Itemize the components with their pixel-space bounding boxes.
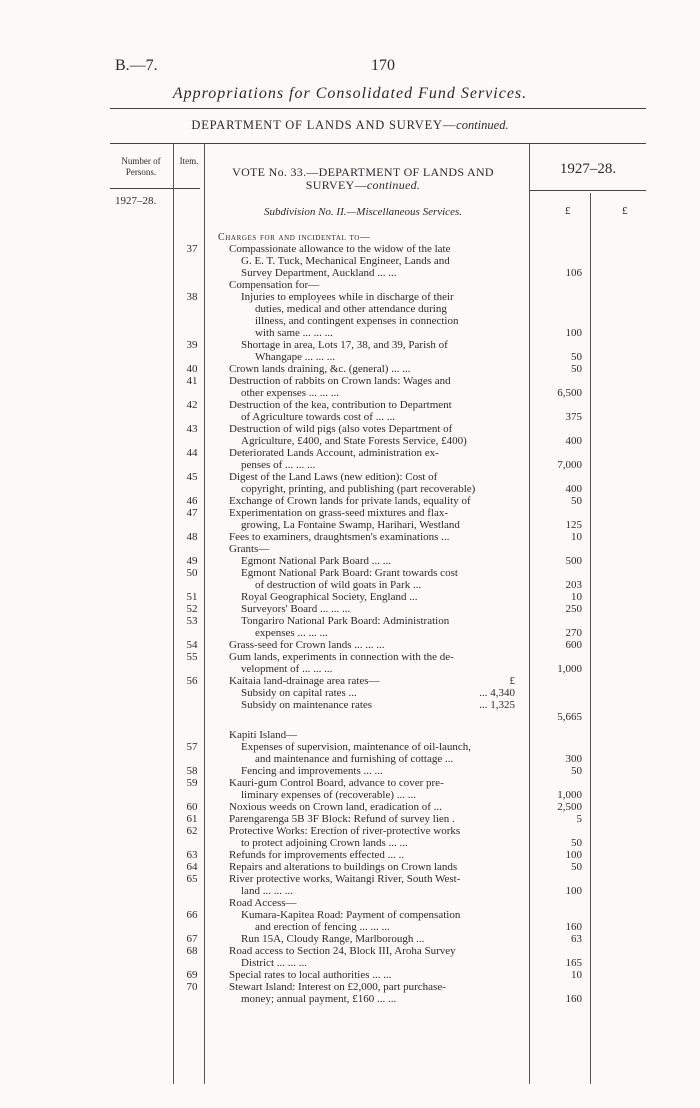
subheading-continued: continued. <box>456 118 509 132</box>
amount: 6,500 <box>557 387 582 399</box>
item-number: 46 <box>186 495 198 507</box>
item-description-line: Exchange of Crown lands for private lands, equality of <box>229 495 471 507</box>
item-description-line: Subsidy on maintenance rates <box>241 699 373 711</box>
currency-symbol-total: £ <box>622 205 628 217</box>
item-description-line: Expenses of supervision, maintenance of oil-launch, <box>241 741 472 753</box>
item-number: 42 <box>186 399 198 411</box>
item-description-line: Egmont National Park Board ... ... <box>241 555 392 567</box>
item-number: 67 <box>186 933 198 945</box>
item-description-line: Destruction of rabbits on Crown lands: Wages and <box>229 375 451 387</box>
column-header-item: Item. <box>179 156 199 166</box>
item-number: 38 <box>186 291 198 303</box>
item-description-line: land ... ... ... <box>241 885 293 897</box>
item-description-line: Whangape ... ... ... <box>255 351 336 363</box>
item-description-line: with same ... ... ... <box>255 327 333 339</box>
amount: 600 <box>565 639 582 651</box>
amount: 500 <box>565 555 582 567</box>
item-description-line: Subsidy on capital rates ... <box>241 687 357 699</box>
item-description-line: Injuries to employees while in discharge of their <box>241 291 454 303</box>
item-description-line: Road Access— <box>229 897 297 909</box>
item-number: 44 <box>186 447 198 459</box>
item-description-line: Noxious weeds on Crown land, eradication of ... <box>229 801 442 813</box>
amount: 300 <box>565 753 582 765</box>
amount: 50 <box>571 765 582 777</box>
amount: 63 <box>571 933 582 945</box>
column-divider-total <box>590 193 591 1084</box>
department-subheading <box>0 118 700 133</box>
amount: 203 <box>565 579 582 591</box>
item-description-line: growing, La Fontaine Swamp, Harihari, Westland <box>241 519 460 531</box>
vote-title-main: VOTE No. 33.—DEPARTMENT OF LANDS AND SURVEY— <box>232 165 494 192</box>
sub-amount: ... 1,325 <box>479 699 515 711</box>
page-title: Appropriations for Consolidated Fund Services. <box>172 85 528 102</box>
item-description-line: Special rates to local authorities ... ... <box>229 969 392 981</box>
subdivision-heading: Subdivision No. II.—Miscellaneous Services. <box>264 206 462 218</box>
item-description-line: of Agriculture towards cost of ... ... <box>241 411 395 423</box>
item-description-line: Shortage in area, Lots 17, 38, and 39, Parish of <box>241 339 448 351</box>
amount: 7,000 <box>557 459 582 471</box>
item-number: 63 <box>186 849 198 861</box>
item-number: 39 <box>186 339 198 351</box>
item-number: 55 <box>186 651 198 663</box>
item-description-line: G. E. T. Tuck, Mechanical Engineer, Lands and <box>241 255 450 267</box>
item-description-line: and erection of fencing ... ... ... <box>255 921 390 933</box>
amount: 400 <box>565 483 582 495</box>
amount: 100 <box>565 327 582 339</box>
subheading-main: DEPARTMENT OF LANDS AND SURVEY— <box>191 118 457 132</box>
item-description-line: Agriculture, £400, and State Forests Service, £400) <box>241 435 467 447</box>
persons-year: 1927–28. <box>115 195 157 207</box>
amount: 1,000 <box>557 789 582 801</box>
amount: 10 <box>571 531 582 543</box>
amount: 375 <box>565 411 582 423</box>
item-description-line: Kaitaia land-drainage area rates— <box>229 675 380 687</box>
item-description-line: duties, medical and other attendance during <box>255 303 447 315</box>
amount: 50 <box>571 837 582 849</box>
title-rule <box>110 108 646 109</box>
amount: 160 <box>565 993 582 1005</box>
header-rule-left <box>110 188 200 189</box>
amount: 100 <box>565 885 582 897</box>
amount: 160 <box>565 921 582 933</box>
item-number: 45 <box>186 471 198 483</box>
vote-title <box>212 166 514 192</box>
item-description-line: money; annual payment, £160 ... ... <box>241 993 397 1005</box>
amount: 50 <box>571 495 582 507</box>
document-reference: B.—7. <box>115 57 158 74</box>
item-description-line: Protective Works: Erection of river-protective works <box>229 825 461 837</box>
item-description-line: illness, and contingent expenses in connection <box>255 315 459 327</box>
item-number: 70 <box>186 981 198 993</box>
item-description-line: velopment of ... ... ... <box>241 663 333 675</box>
amount: 10 <box>571 591 582 603</box>
item-description-line: Run 15A, Cloudy Range, Marlborough ... <box>241 933 425 945</box>
item-description-line: Tongariro National Park Board: Administration <box>241 615 450 627</box>
item-number: 43 <box>186 423 198 435</box>
amount: 5,665 <box>557 711 582 723</box>
item-description-line: Gum lands, experiments in connection with the de- <box>229 651 454 663</box>
item-number: 49 <box>186 555 198 567</box>
amount: 50 <box>571 363 582 375</box>
item-description-line: Fencing and improvements ... ... <box>241 765 383 777</box>
item-description-line: Egmont National Park Board: Grant towards cost <box>241 567 458 579</box>
item-number: 69 <box>186 969 198 981</box>
item-description-line: Refunds for improvements effected ... .. <box>229 849 405 861</box>
sub-amount: ... 4,340 <box>479 687 515 699</box>
item-number: 40 <box>186 363 198 375</box>
item-description-line: Digest of the Land Laws (new edition): Cost of <box>229 471 438 483</box>
item-description-line: Experimentation on grass-seed mixtures and flax- <box>229 507 449 519</box>
currency-symbol-items: £ <box>565 205 571 217</box>
item-description-line: Crown lands draining, &c. (general) ... ... <box>229 363 411 375</box>
amount: 106 <box>565 267 582 279</box>
item-description-line: Kumara-Kapitea Road: Payment of compensation <box>241 909 461 921</box>
amount: 1,000 <box>557 663 582 675</box>
item-number: 61 <box>186 813 198 825</box>
item-number: 62 <box>186 825 198 837</box>
item-description-line: Deteriorated Lands Account, administration ex- <box>229 447 439 459</box>
item-number: 57 <box>186 741 198 753</box>
item-number: 47 <box>186 507 198 519</box>
amount: 400 <box>565 435 582 447</box>
item-description-line: Compassionate allowance to the widow of the late <box>229 243 451 255</box>
page-number: 170 <box>371 57 395 74</box>
header-rule-right <box>530 190 646 191</box>
item-description-line: Grass-seed for Crown lands ... ... ... <box>229 639 385 651</box>
item-description-line: to protect adjoining Crown lands ... ... <box>241 837 408 849</box>
item-description-line: Stewart Island: Interest on £2,000, part purchase- <box>229 981 446 993</box>
amount: 165 <box>565 957 582 969</box>
amount: 125 <box>565 519 582 531</box>
item-description-line: of destruction of wild goats in Park ... <box>255 579 422 591</box>
item-description-line: Destruction of the kea, contribution to Department <box>229 399 452 411</box>
table-top-rule <box>110 143 646 144</box>
item-description-line: Fees to examiners, draughtsmen's examinations ... <box>229 531 450 543</box>
item-description-line: Kauri-gum Control Board, advance to cover pre- <box>229 777 444 789</box>
item-number: 59 <box>186 777 198 789</box>
item-number: 66 <box>186 909 198 921</box>
amount: 10 <box>571 969 582 981</box>
item-description-line: expenses ... ... ... <box>255 627 328 639</box>
item-number: 53 <box>186 615 198 627</box>
item-description-line: penses of ... ... ... <box>241 459 316 471</box>
item-number: 48 <box>186 531 198 543</box>
amount: 2,500 <box>557 801 582 813</box>
item-number: 51 <box>186 591 198 603</box>
year-header: 1927–28. <box>559 161 617 177</box>
item-description-line: Repairs and alterations to buildings on Crown lands <box>229 861 458 873</box>
item-number: 37 <box>186 243 198 255</box>
item-description-line: Parengarenga 5B 3F Block: Refund of survey lien . <box>229 813 455 825</box>
item-number: 54 <box>186 639 198 651</box>
vote-title-continued: continued. <box>366 178 421 192</box>
sub-amount: £ <box>509 675 515 687</box>
item-description-line: copyright, printing, and publishing (part recoverable) <box>241 483 476 495</box>
column-header-persons: Number of Persons. <box>121 156 161 177</box>
item-description-line: District ... ... ... <box>241 957 307 969</box>
charges-heading: Charges for and incidental to— <box>218 232 371 243</box>
amount: 50 <box>571 861 582 873</box>
item-description-line: other expenses ... ... ... <box>241 387 340 399</box>
item-number: 65 <box>186 873 198 885</box>
column-divider-persons <box>173 144 174 1084</box>
item-description-line: Survey Department, Auckland ... ... <box>241 267 397 279</box>
amount: 5 <box>576 813 582 825</box>
item-description-line: Surveyors' Board ... ... ... <box>241 603 351 615</box>
item-description-line: Royal Geographical Society, England ... <box>241 591 418 603</box>
amount: 100 <box>565 849 582 861</box>
item-description-line: Destruction of wild pigs (also votes Department of <box>229 423 453 435</box>
item-description-line: liminary expenses of (recoverable) ... ... <box>241 789 417 801</box>
item-number: 68 <box>186 945 198 957</box>
item-number: 52 <box>186 603 198 615</box>
item-number: 41 <box>186 375 198 387</box>
amount: 250 <box>565 603 582 615</box>
item-number: 56 <box>186 675 198 687</box>
item-number: 60 <box>186 801 198 813</box>
item-number: 50 <box>186 567 198 579</box>
item-description-line: Kapiti Island— <box>229 729 298 741</box>
item-description-line: Grants— <box>229 543 270 555</box>
item-description-line: and maintenance and furnishing of cottage ... <box>255 753 454 765</box>
item-number: 58 <box>186 765 198 777</box>
item-description-line: Road access to Section 24, Block III, Aroha Survey <box>229 945 456 957</box>
item-description-line: Compensation for— <box>229 279 320 291</box>
item-number: 64 <box>186 861 198 873</box>
amount: 50 <box>571 351 582 363</box>
amount: 270 <box>565 627 582 639</box>
item-description-line: River protective works, Waitangi River, South West- <box>229 873 461 885</box>
